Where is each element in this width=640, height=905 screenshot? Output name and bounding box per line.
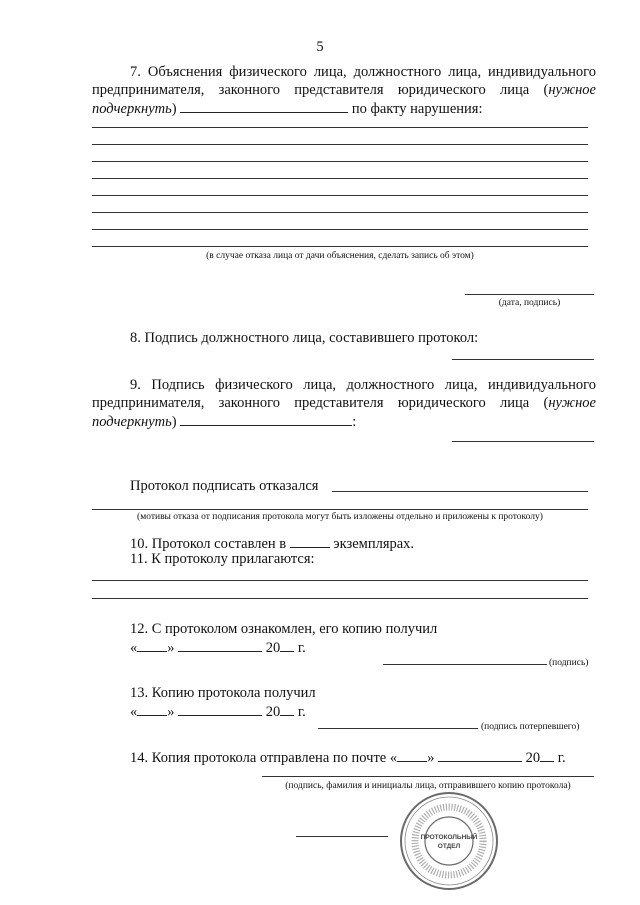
s8-text: 8. Подпись должностного лица, составившего протокол: bbox=[130, 330, 479, 346]
s9-line3-italic: подчеркнуть bbox=[92, 414, 172, 430]
refused-line-full[interactable] bbox=[92, 509, 588, 510]
s10-text-b: экземплярах. bbox=[333, 536, 415, 552]
s7-line-4[interactable] bbox=[92, 178, 588, 179]
s9-line3-paren: ) bbox=[171, 414, 177, 430]
s7-line-7[interactable] bbox=[92, 229, 588, 230]
s13-day-field[interactable] bbox=[137, 702, 167, 716]
s9-line1: 9. Подпись физического лица, должностного лица, индивидуального bbox=[130, 377, 596, 393]
stamp-text-2: ОТДЕЛ bbox=[437, 843, 461, 850]
s12-caption: (подпись) bbox=[549, 658, 589, 668]
s13-quote-open: « bbox=[130, 704, 138, 720]
refused-line-short[interactable] bbox=[332, 491, 588, 492]
s9-line2-text: предпринимателя, законного представителя юридического лица ( bbox=[92, 395, 549, 411]
s13-year-suffix: г. bbox=[297, 704, 306, 720]
s7-line1: 7. Объяснения физического лица, должностного лица, индивидуального bbox=[130, 64, 596, 80]
s13-text: 13. Копию протокола получил bbox=[130, 685, 316, 701]
s9-sign-line[interactable] bbox=[452, 441, 594, 442]
s9-line3-colon: : bbox=[352, 414, 357, 430]
s14-year-prefix: 20 bbox=[525, 750, 541, 766]
s11-line-1[interactable] bbox=[92, 580, 588, 581]
s9-line2 bbox=[92, 394, 596, 412]
s12-sign-line[interactable] bbox=[383, 664, 547, 665]
s13-sign-line[interactable] bbox=[318, 728, 478, 729]
sender-signature-line[interactable] bbox=[296, 836, 388, 837]
s7-line-5[interactable] bbox=[92, 195, 588, 196]
s12-day-field[interactable] bbox=[137, 638, 167, 652]
s7-line3 bbox=[92, 99, 483, 118]
s7-line-8[interactable] bbox=[92, 246, 588, 247]
s12-year-field[interactable] bbox=[280, 638, 294, 652]
s13-caption: (подпись потерпевшего) bbox=[481, 722, 580, 732]
stamp-text-1: ПРОТОКОЛЬНЫЙ bbox=[420, 834, 478, 841]
refused-caption: (мотивы отказа от подписания протокола могут быть изложены отдельно и приложены к протоколу) bbox=[137, 512, 543, 522]
official-stamp bbox=[398, 790, 500, 892]
s7-line3-tail: по факту нарушения: bbox=[351, 101, 483, 117]
s7-blank-field[interactable] bbox=[180, 99, 348, 113]
s13-month-field[interactable] bbox=[178, 702, 262, 716]
s14-sign-line[interactable] bbox=[262, 776, 594, 777]
s14-day-field[interactable] bbox=[397, 748, 427, 762]
s7-line-3[interactable] bbox=[92, 161, 588, 162]
s7-date-sign-line[interactable] bbox=[465, 294, 594, 295]
s7-line-2[interactable] bbox=[92, 144, 588, 145]
s7-line2-text: предпринимателя, законного представителя юридического лица ( bbox=[92, 82, 549, 98]
s12-quote-close: » bbox=[167, 640, 175, 656]
s14-year-field[interactable] bbox=[540, 748, 554, 762]
s7-date-sign-caption: (дата, подпись) bbox=[498, 298, 561, 308]
s13-year-field[interactable] bbox=[280, 702, 294, 716]
s7-line2 bbox=[92, 81, 596, 99]
s12-year-prefix: 20 bbox=[265, 640, 281, 656]
s7-line2-italic: нужное bbox=[548, 82, 596, 98]
s12-date bbox=[130, 638, 306, 657]
s11-line-2[interactable] bbox=[92, 598, 588, 599]
page-number: 5 bbox=[316, 39, 324, 55]
s9-line2-italic: нужное bbox=[548, 395, 596, 411]
s14-text bbox=[130, 748, 566, 767]
s7-line3-italic: подчеркнуть bbox=[92, 101, 172, 117]
s9-blank-field[interactable] bbox=[180, 412, 352, 426]
s9-line3 bbox=[92, 412, 356, 431]
s7-line3-paren: ) bbox=[171, 101, 177, 117]
s14-year-suffix: г. bbox=[557, 750, 566, 766]
s14-quote-close: » bbox=[427, 750, 435, 766]
s10-text-a: 10. Протокол составлен в bbox=[130, 536, 287, 552]
s7-refusal-caption: (в случае отказа лица от дачи объяснения, сделать запись об этом) bbox=[206, 251, 474, 261]
s14-text-main: 14. Копия протокола отправлена по почте « bbox=[130, 750, 398, 766]
s7-line-1[interactable] bbox=[92, 127, 588, 128]
s11-text: 11. К протоколу прилагаются: bbox=[130, 551, 315, 567]
s12-year-suffix: г. bbox=[297, 640, 306, 656]
s10-copies-field[interactable] bbox=[290, 534, 330, 548]
refused-text: Протокол подписать отказался bbox=[130, 478, 319, 494]
s12-month-field[interactable] bbox=[178, 638, 262, 652]
s13-date bbox=[130, 702, 306, 721]
s7-line-6[interactable] bbox=[92, 212, 588, 213]
s12-text: 12. С протоколом ознакомлен, его копию получил bbox=[130, 621, 438, 637]
s14-caption: (подпись, фамилия и инициалы лица, отправившего копию протокола) bbox=[285, 781, 571, 791]
s14-month-field[interactable] bbox=[438, 748, 522, 762]
s13-year-prefix: 20 bbox=[265, 704, 281, 720]
s12-quote-open: « bbox=[130, 640, 138, 656]
s8-sign-line[interactable] bbox=[452, 359, 594, 360]
s13-quote-close: » bbox=[167, 704, 175, 720]
